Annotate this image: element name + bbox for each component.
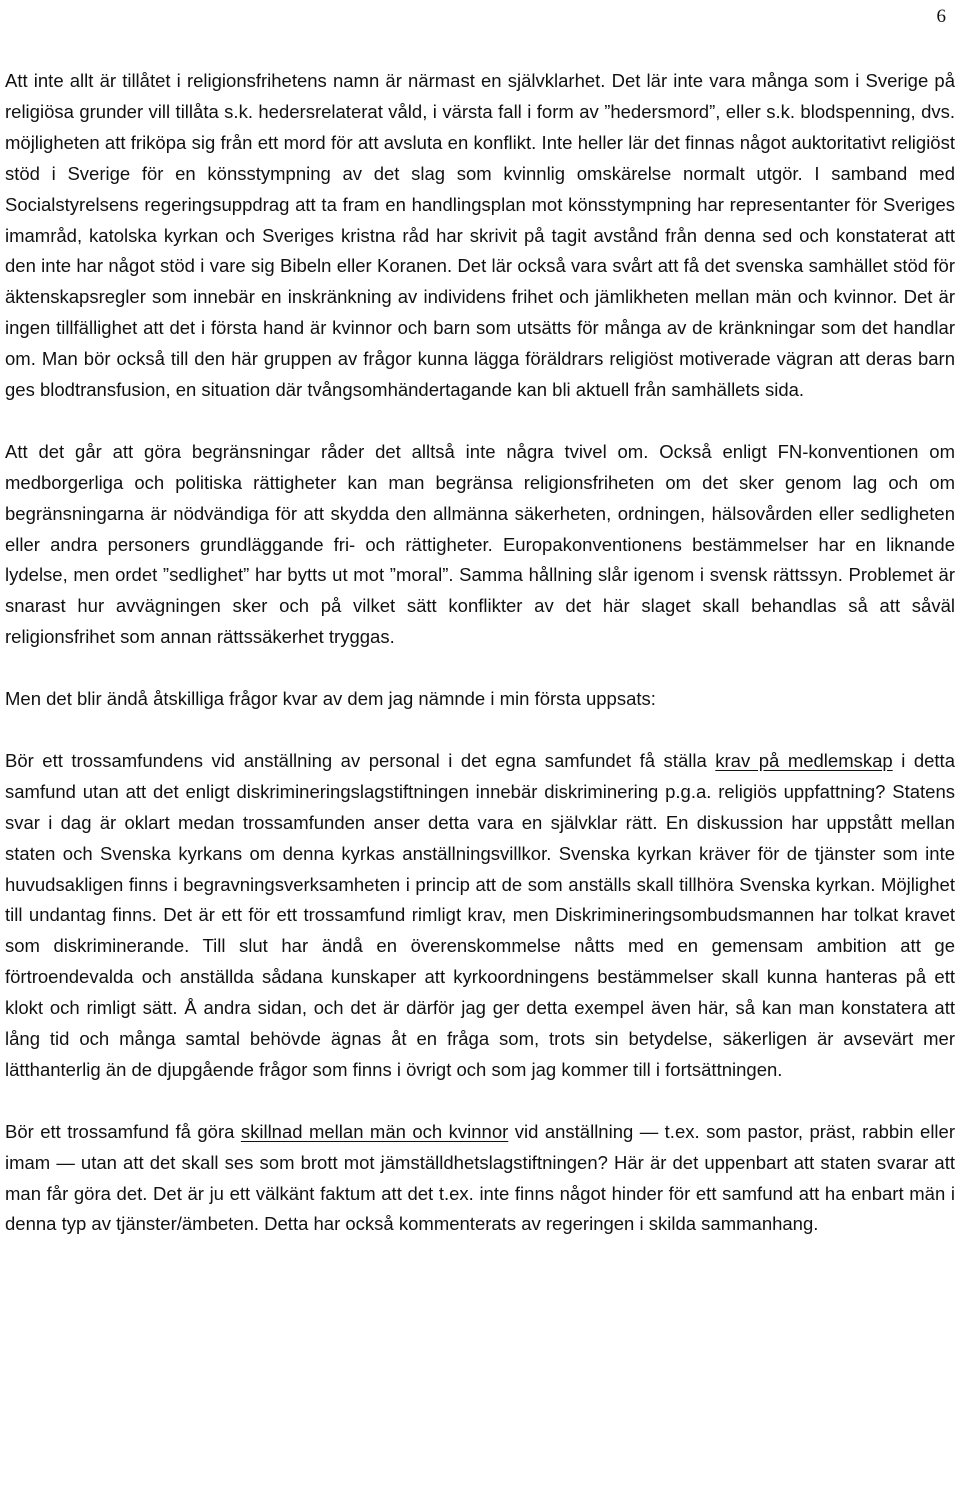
paragraph-2-text: Att det går att göra begränsningar råder det alltså inte några tvivel om. Också enligt FN-konventionen om medborgerliga och politiska rättigheter kan man begränsa religionsfriheten om det sker genom lag och om begränsningarna är nödvändiga för att skydda den allmänna säkerheten, ordningen, hälsovården eller sedligheten eller andra personers grundläggande fri- och rättigheter. Europakonventionens bestämmelser har en liknande lydelse, men ordet ”sedlighet” har bytts ut mot ”moral”. Samma hållning slår igenom i svensk rättssyn. Problemet är snarast hur avvägningen sker och på vilket sätt konflikter av det här slaget skall behandlas så att såväl religionsfrihet som annan rättssäkerhet tryggas. xyxy=(5,440,955,648)
paragraph-5-text-start: Bör ett trossamfund få göra xyxy=(5,1120,241,1142)
paragraph-3 xyxy=(5,684,955,715)
paragraph-1 xyxy=(5,66,955,406)
paragraph-5-text-end: vid anställning — t.ex. som pastor, präst, rabbin eller imam — utan att det skall ses som brott mot jämställdhetslagstiftningen? Här är det uppenbart att staten svarar att man får göra det. Det är ju ett välkänt faktum att det t.ex. inte finns något hinder för ett samfund att ha enbart män i denna typ av tjänster/ämbeten. Detta har också kommenterats av regeringen i skilda sammanhang. xyxy=(5,1120,955,1235)
paragraph-2 xyxy=(5,437,955,653)
paragraph-4 xyxy=(5,746,955,1086)
paragraph-4-text-end: i detta samfund utan att det enligt diskrimineringslagstiftningen innebär diskriminering p.g.a. religiös uppfattning? Statens svar i dag är oklart medan trossamfunden anser detta vara en självklar rätt. En diskussion har uppstått mellan staten och Svenska kyrkans om denna kyrkas anställningsvillkor. Svenska kyrkan kräver för de tjänster som inte huvudsakligen finns i begravningsverksamheten i princip att de som anställs skall tillhöra Svenska kyrkan. Möjlighet till undantag finns. Det är ett för ett trossamfund rimligt krav, men Diskrimineringsombudsmannen har tolkat kravet som diskriminerande. Till slut har ändå en överenskommelse nåtts med en gemensam ambition att ge förtroendevalda och anställda sådana kunskaper att kyrkoordningens bestämmelser skall kunna hanteras på ett klokt och rimligt sätt. Å andra sidan, och det är därför jag ger detta exempel även här, så kan man konstatera att lång tid och många samtal behövde ägnas åt en fråga som, trots sin betydelse, säkerligen är avsevärt mer lätthanterlig än de djupgående frågor som finns i övrigt och som jag kommer till i fortsättningen. xyxy=(5,749,955,1080)
document-body xyxy=(5,66,955,1240)
paragraph-5 xyxy=(5,1117,955,1241)
paragraph-4-text-start: Bör ett trossamfundens vid anställning av personal i det egna samfundet få ställa xyxy=(5,749,716,771)
underlined-phrase-membership-requirement: krav på medlemskap xyxy=(715,749,893,771)
paragraph-3-text: Men det blir ändå åtskilliga frågor kvar av dem jag nämnde i min första uppsats: xyxy=(5,688,656,710)
underlined-phrase-gender-distinction: skillnad mellan män och kvinnor xyxy=(240,1120,509,1142)
paragraph-1-text: Att inte allt är tillåtet i religionsfrihetens namn är närmast en självklarhet. Det lär inte vara många som i Sverige på religiösa grunder vill tillåta s.k. hedersrelaterat våld, i värsta fall i form av ”hedersmord”, eller s.k. blodspenning, dvs. möjligheten att friköpa sig från ett mord för att avsluta en konflikt. Inte heller lär det finnas något auktoritativt religiöst stöd i Sverige för en könsstympning av det slag som kvinnlig omskärelse normalt utgör. I samband med Socialstyrelsens regeringsuppdrag att ta fram en handlingsplan mot könsstympning har representanter för Sveriges imamråd, katolska kyrkan och Sveriges kristna råd har skrivit på tagit avstånd från denna sed och konstaterat att den inte har något stöd i vare sig Bibeln eller Koranen. Det lär också vara svårt att få det svenska samhället stöd för äktenskapsregler som innebär en inskränkning av individens frihet och jämlikheten mellan män och kvinnor. Det är ingen tillfällighet att det i första hand är kvinnor och barn som utsätts för många av de kränkningar som det handlar om. Man bör också till den här gruppen av frågor kunna lägga föräldrars religiöst motiverade vägran att deras barn ges blodtransfusion, en situation där tvångsomhändertagande kan bli aktuell från samhällets sida. xyxy=(5,70,955,401)
page-number: 6 xyxy=(936,6,946,27)
